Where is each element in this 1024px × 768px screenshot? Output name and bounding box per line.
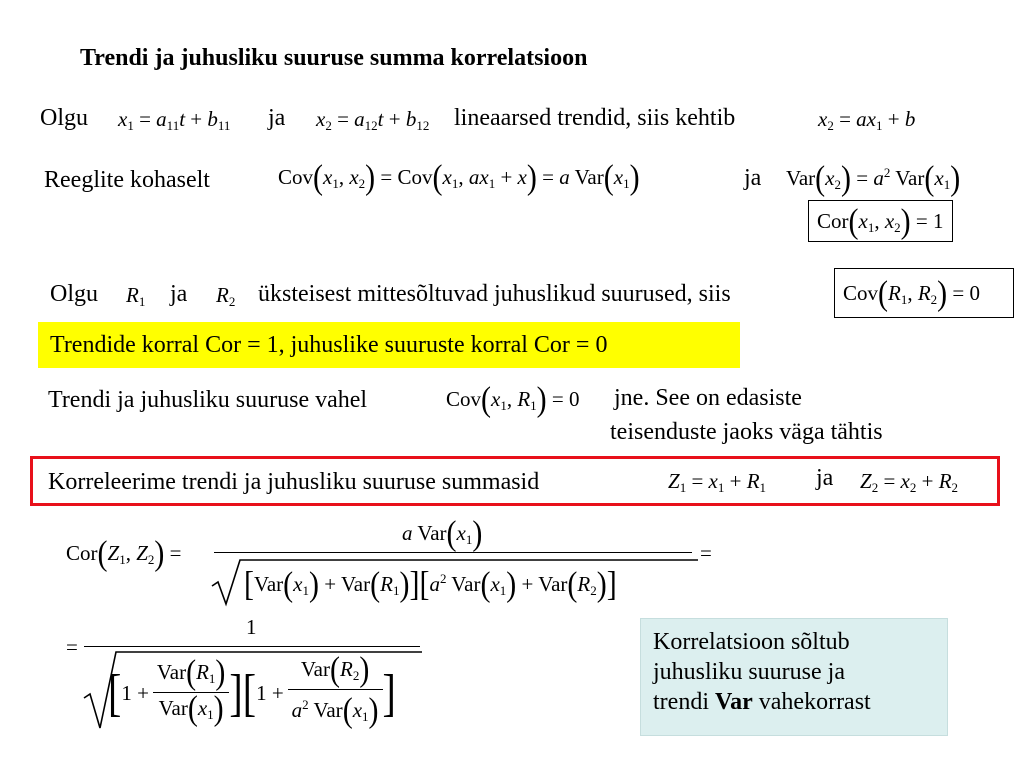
trend-random-text: Trendi ja juhusliku suuruse vahel <box>48 387 368 413</box>
important-text: teisenduste jaoks väga tähtis <box>610 419 883 445</box>
formula-cor-x1-x2-box: $Cor(x_1$, $x_2) = 1$ <box>808 200 953 242</box>
highlight-banner: Trendide korral Cor = 1, juhuslike suuruste korral Cor = 0 <box>38 322 740 368</box>
note-line-3-post: vahekorrast <box>752 689 871 715</box>
note-line-3 <box>653 687 935 717</box>
ja-label-1: ja <box>268 105 286 131</box>
formula-cov-x1-x2: $Cov(x_1$, $x_2) = Cov(x_1$, $ax_1 + x) = a$ $Var(x_1)$ <box>278 158 640 197</box>
note-line-2: juhusliku suuruse ja <box>653 659 845 685</box>
olgu-label-2: Olgu <box>50 281 98 307</box>
formula-var-x2: $Var(x_2) = a^2$ $Var(x_1)$ <box>786 159 961 198</box>
formula-cor-z1-z2-lhs: $Cor(Z_1$, $Z_2$) = <box>66 534 182 573</box>
symbol-r1: $R_1$ <box>126 283 146 309</box>
ja-label-2: ja <box>744 165 762 191</box>
note-line-3-pre: trendi <box>653 689 715 715</box>
formula-x2-ax1-b: $x_2 = ax_1 + b$ <box>818 107 916 133</box>
trends-text: lineaarsed trendid, siis kehtib <box>454 105 736 131</box>
independent-text: üksteisest mittesõltuvad juhuslikud suurused, siis <box>258 281 731 307</box>
ja-label-3: ja <box>170 281 188 307</box>
formula-denominator-2: [ 1 + $\frac{Var(R_1)}{Var(x_1)}$ ] [ 1 + $\frac{Var(R_2)}{a^2 Var(x_1)}$ ] <box>108 650 396 730</box>
formula-denominator-1: $[Var(x_1) + Var(R_1)][a^2$ $Var(x_1) + Var(R_2)$] <box>244 565 617 604</box>
olgu-label-1: Olgu <box>40 105 88 131</box>
equals-sign-2: = <box>66 635 78 659</box>
formula-numerator-2: 1 <box>246 615 257 639</box>
formula-z1: $Z_1 = x_1 + R_1$ <box>668 469 767 495</box>
note-line-1: Korrelatsioon sõltub <box>653 629 850 655</box>
equals-sign-1: = <box>700 541 712 565</box>
formula-cov-r1-r2-box: $Cov(R_1$, $R_2) = 0$ <box>834 268 1014 318</box>
formula-x2-trend: $x_2 = a_{12}t + b_{12}$ <box>316 107 430 133</box>
reeglite-label: Reeglite kohaselt <box>44 167 210 193</box>
jne-text: jne. See on edasiste <box>614 385 802 411</box>
fraction-bar-2 <box>84 646 420 647</box>
note-box <box>640 618 948 736</box>
formula-numerator-1: a $Var(x_1)$ <box>402 514 483 553</box>
fraction-bar-1 <box>214 552 692 553</box>
symbol-r2: $R_2$ <box>216 283 236 309</box>
formula-cov-x1-r1: $Cov(x_1$, $R_1) = 0$ <box>446 380 580 419</box>
note-line-3-bold: Var <box>714 689 753 715</box>
formula-x1-trend: $x_1 = a_{11}t + b_{11}$ <box>118 107 231 133</box>
correlate-sums-text: Korreleerime trendi ja juhusliku suuruse summasid <box>48 469 540 495</box>
page-title: Trendi ja juhusliku suuruse summa korrelatsioon <box>80 45 588 71</box>
ja-label-4: ja <box>816 465 834 491</box>
formula-z2: $Z_2 = x_2 + R_2$ <box>860 469 959 495</box>
